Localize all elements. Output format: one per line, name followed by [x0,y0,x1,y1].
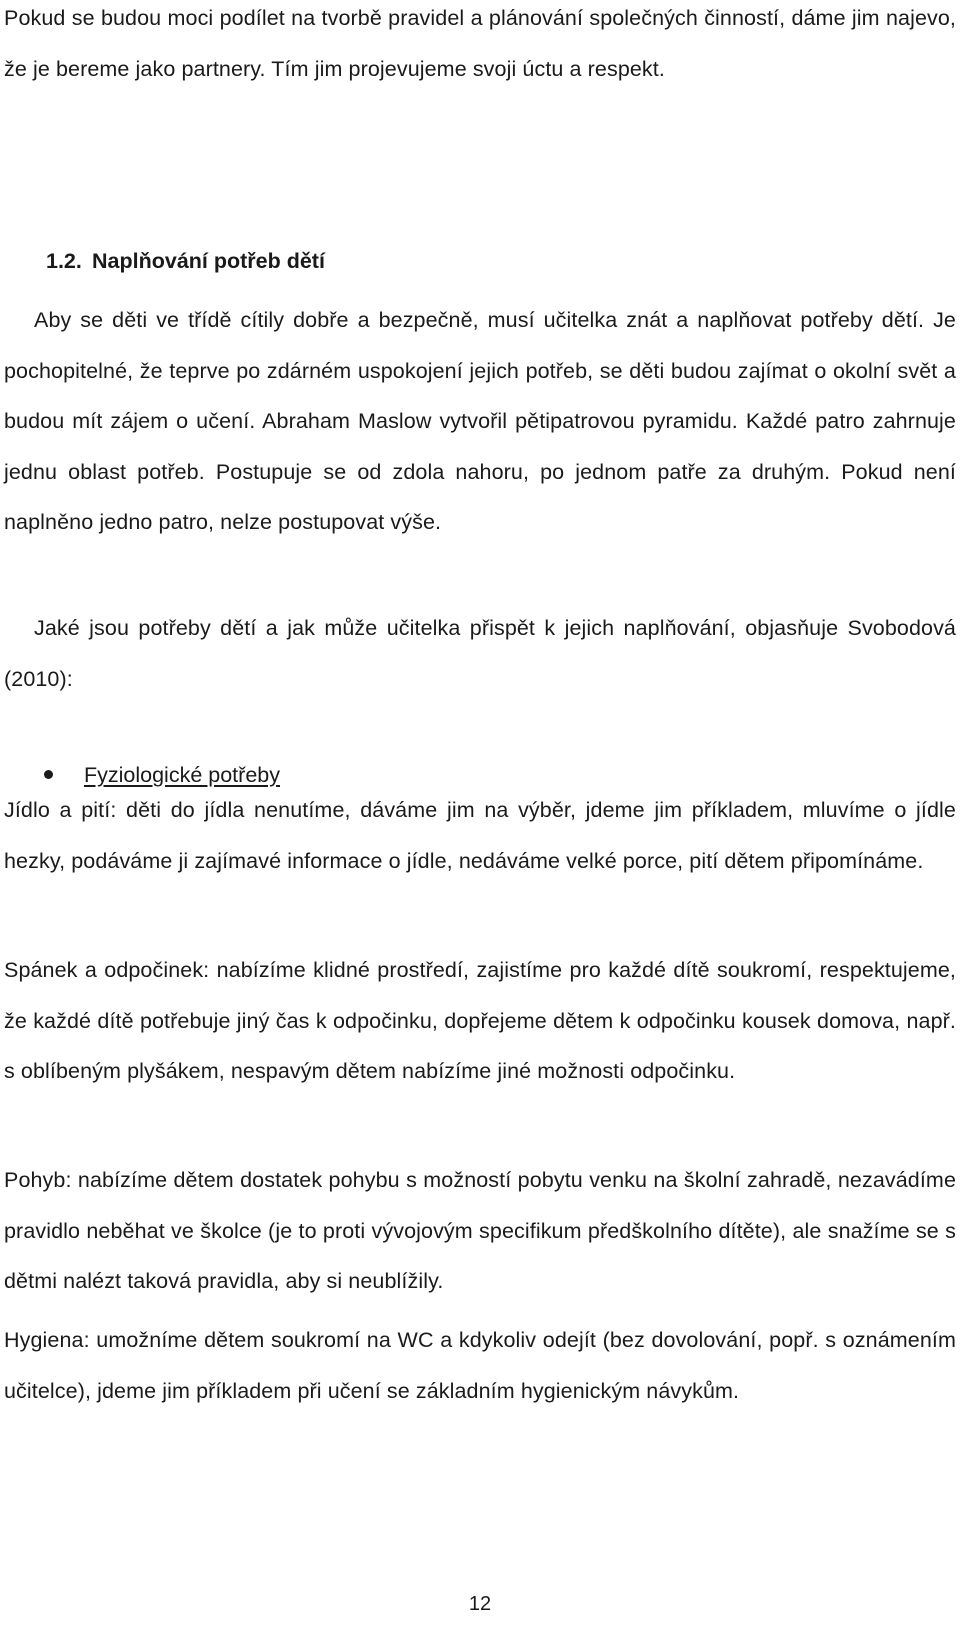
bullet-label: Fyziologické potřeby [84,763,280,787]
paragraph-intro: Pokud se budou moci podílet na tvorbě pravidel a plánování společných činností, dáme jim najevo, že je bereme jako partnery. Tím jim projevujeme svoji úctu a respekt. [4,6,956,81]
paragraph-sleep: Spánek a odpočinek: nabízíme klidné prostředí, zajistíme pro každé dítě soukromí, respektujeme, že každé dítě potřebuje jiný čas k odpočinku, dopřejeme dětem k odpočinku kousek domova, např. s oblíbeným plyšákem, nespavým dětem nabízíme jiné možnosti odpočinku. [4,958,956,1083]
paragraph-needs: Aby se děti ve třídě cítily dobře a bezpečně, musí učitelka znát a naplňovat potřeby dětí. Je pochopitelné, že teprve po zdárném uspokojení jejich potřeb, se děti budou zajímat o okolní svět a budou mít zájem o učení. Abraham Maslow vytvořil pětipatrovou pyramidu. Každé patro zahrnuje jednu oblast potřeb. Postupuje se od zdola nahoru, po jednom patře za druhým. Pokud není naplněno jedno patro, nelze postupovat výše. [4,308,956,534]
paragraph-svobodova: Jaké jsou potřeby dětí a jak může učitelka přispět k jejich naplňování, objasňuje Svobodová (2010): [4,616,956,691]
paragraph-movement: Pohyb: nabízíme dětem dostatek pohybu s možností pobytu venku na školní zahradě, nezavádíme pravidlo neběhat ve školce (je to proti vývojovým specifikum předškolního dítěte), ale snažíme se s dětmi nalézt taková pravidla, aby si neublížily. [4,1168,956,1293]
section-title: Naplňování potřeb dětí [92,249,325,273]
page-number: 12 [468,1593,492,1615]
section-heading [46,246,325,276]
paragraph-food: Jídlo a pití: děti do jídla nenutíme, dáváme jim na výběr, jdeme jim příkladem, mluvíme o jídle hezky, podáváme ji zajímavé informace o jídle, nedáváme velké porce, pití dětem připomínáme. [4,798,956,873]
section-number: 1.2. [46,249,82,273]
paragraph-hygiene: Hygiena: umožníme dětem soukromí na WC a kdykoliv odejít (bez dovolování, popř. s oznámením učitelce), jdeme jim příkladem při učení se základním hygienickým návykům. [4,1328,956,1403]
bullet-dot-icon [44,770,53,779]
